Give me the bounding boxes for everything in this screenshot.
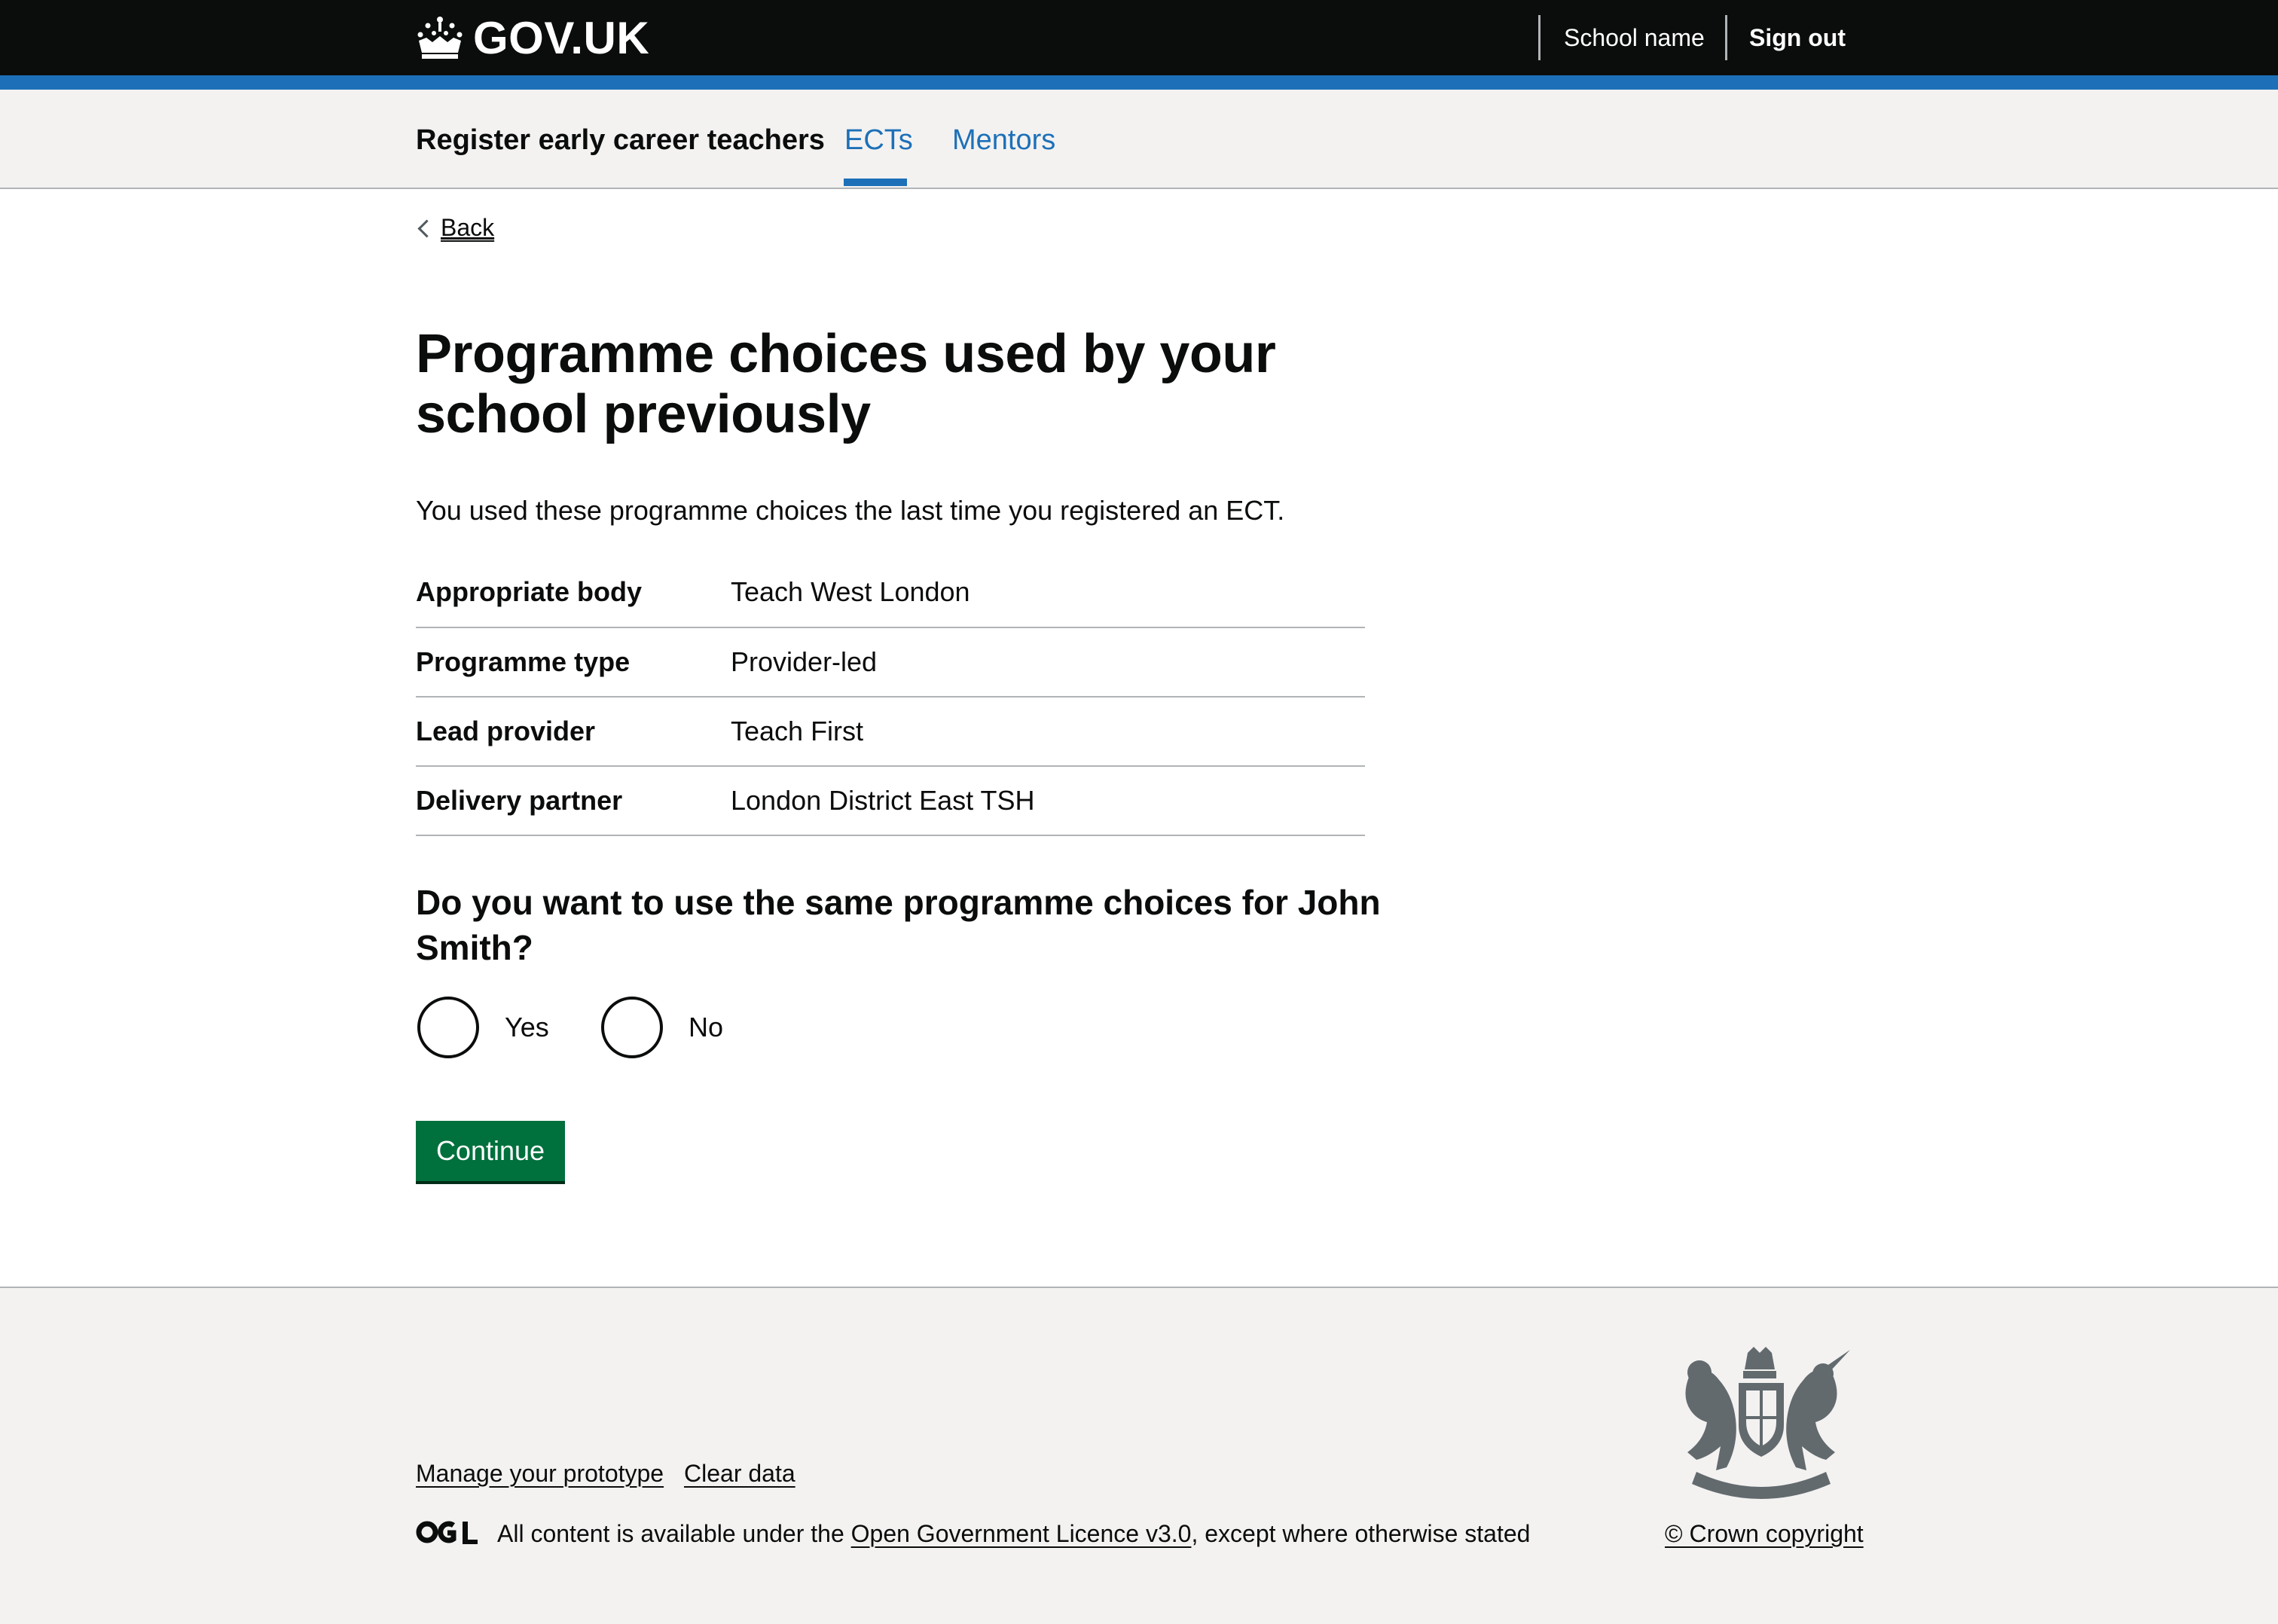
radio-label: No bbox=[689, 1012, 724, 1042]
summary-list bbox=[416, 557, 1365, 836]
site-footer bbox=[0, 1287, 2278, 1624]
licence-link[interactable]: Open Government Licence v3.0 bbox=[850, 1520, 1192, 1547]
nav-active-indicator bbox=[844, 179, 907, 186]
govuk-logo-text: GOV.UK bbox=[473, 12, 650, 63]
govuk-logo-link[interactable] bbox=[416, 9, 649, 66]
summary-value: London District East TSH bbox=[731, 785, 1035, 816]
back-link-label: Back bbox=[441, 214, 495, 241]
footer-link-manage-prototype[interactable]: Manage your prototype bbox=[416, 1460, 664, 1487]
summary-key: Appropriate body bbox=[416, 576, 643, 607]
licence-prefix: All content is available under the bbox=[497, 1520, 851, 1547]
summary-row-appropriate-body bbox=[416, 557, 1365, 628]
summary-row-lead-provider bbox=[416, 698, 1365, 767]
summary-value: Teach First bbox=[731, 716, 864, 746]
sign-out-link[interactable]: Sign out bbox=[1749, 24, 1846, 51]
nav-item-mentors[interactable]: Mentors bbox=[952, 124, 1056, 156]
radio-no[interactable] bbox=[601, 996, 723, 1059]
back-link[interactable] bbox=[416, 212, 494, 243]
service-navigation bbox=[0, 90, 2278, 189]
page-lede: You used these programme choices the last time you registered an ECT. bbox=[416, 495, 1285, 526]
summary-value: Teach West London bbox=[731, 576, 970, 607]
radio-yes[interactable] bbox=[417, 996, 549, 1059]
summary-key: Programme type bbox=[416, 646, 631, 677]
summary-key: Delivery partner bbox=[416, 785, 623, 816]
site-header bbox=[0, 0, 2278, 75]
licence-text bbox=[497, 1519, 1530, 1549]
crown-icon bbox=[416, 15, 464, 60]
header-divider bbox=[1538, 15, 1541, 60]
header-blue-stripe bbox=[0, 75, 2278, 90]
radio-question-heading: Do you want to use the same programme choices for John Smith? bbox=[416, 883, 1381, 967]
ogl-logo-icon bbox=[416, 1519, 478, 1546]
school-name: School name bbox=[1564, 24, 1705, 51]
radio-label: Yes bbox=[505, 1012, 549, 1042]
chevron-left-icon bbox=[417, 219, 435, 237]
page-title: Programme choices used by your school previously bbox=[416, 324, 1276, 444]
summary-key: Lead provider bbox=[416, 716, 596, 746]
continue-button[interactable]: Continue bbox=[416, 1121, 565, 1181]
radio-circle[interactable] bbox=[601, 997, 663, 1058]
radio-circle[interactable] bbox=[417, 997, 479, 1058]
footer-link-clear-data[interactable]: Clear data bbox=[684, 1460, 795, 1487]
summary-row-programme-type bbox=[416, 628, 1365, 698]
header-divider bbox=[1725, 15, 1727, 60]
nav-item-ects[interactable]: ECTs bbox=[844, 124, 913, 156]
service-name: Register early career teachers bbox=[416, 124, 825, 156]
royal-coat-of-arms-icon bbox=[1666, 1347, 1856, 1505]
crown-copyright-link[interactable]: © Crown copyright bbox=[1665, 1520, 1864, 1547]
summary-row-delivery-partner bbox=[416, 767, 1365, 836]
licence-suffix: , except where otherwise stated bbox=[1191, 1520, 1531, 1547]
summary-value: Provider-led bbox=[731, 646, 878, 677]
